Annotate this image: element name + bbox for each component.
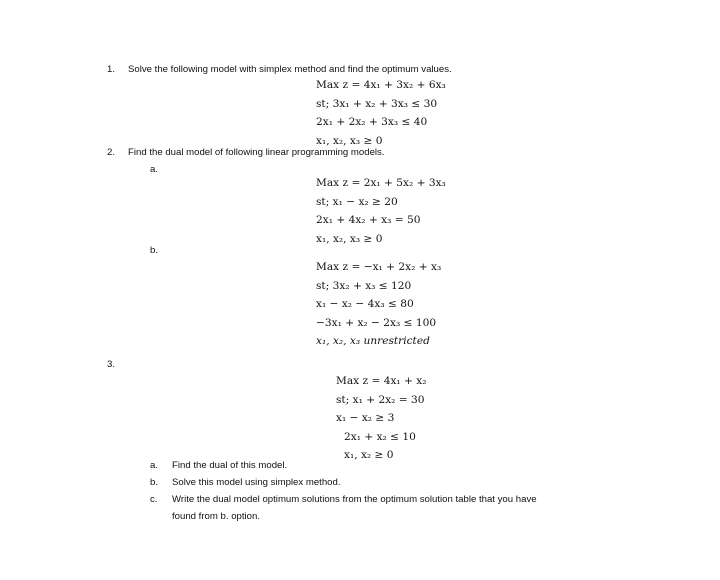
q2a-model-line: x₁, x₂, x₃ ≥ 0 (316, 232, 383, 245)
q2a-model-line: st; x₁ − x₂ ≥ 20 (316, 195, 398, 208)
q1-model-line: x₁, x₂, x₃ ≥ 0 (316, 134, 383, 147)
q1-model-line: st; 3x₁ + x₂ + 3x₃ ≤ 30 (316, 97, 438, 110)
q3c-continuation: found from b. option. (172, 511, 260, 522)
q2b-label: b. (150, 245, 159, 256)
q2a-model (316, 177, 446, 251)
q3-model (336, 375, 427, 468)
q1-text: Solve the following model with simplex method and find the optimum values. (128, 64, 452, 75)
q2a-label: a. (150, 164, 159, 175)
q2b-model-line: x₁ − x₂ − 4x₃ ≤ 80 (316, 298, 414, 310)
q1-model (316, 79, 446, 153)
q3-model-line: Max z = 4x₁ + x₂ (336, 375, 427, 387)
q2b-model (316, 261, 441, 354)
q2-number: 2. (107, 147, 116, 158)
q3c-label: c. (150, 494, 158, 505)
q3-model-line: x₁ − x₂ ≥ 3 (336, 412, 395, 424)
q3a-text: Find the dual of this model. (172, 460, 288, 471)
q3b-label: b. (150, 477, 159, 488)
q2b-model-line: −3x₁ + x₂ − 2x₃ ≤ 100 (316, 316, 437, 329)
q3a-label: a. (150, 460, 159, 471)
q3-model-line: 2x₁ + x₂ ≤ 10 (344, 430, 416, 443)
q2b-model-line: x₁, x₂, x₃ unrestricted (316, 335, 430, 347)
q1-model-line: Max z = 4x₁ + 3x₂ + 6x₃ (316, 79, 446, 91)
q1-model-line: 2x₁ + 2x₂ + 3x₃ ≤ 40 (316, 116, 428, 128)
q3-model-line: x₁, x₂ ≥ 0 (344, 449, 394, 461)
q2-text: Find the dual model of following linear programming models. (128, 147, 385, 158)
q3c-text: Write the dual model optimum solutions from the optimum solution table that you have (172, 494, 537, 505)
q3b-text: Solve this model using simplex method. (172, 477, 341, 488)
q2a-model-line: Max z = 2x₁ + 5x₂ + 3x₃ (316, 177, 446, 189)
q3-number: 3. (107, 359, 116, 370)
q2b-model-line: st; 3x₂ + x₃ ≤ 120 (316, 279, 412, 292)
q1-number: 1. (107, 64, 116, 75)
q2b-model-line: Max z = −x₁ + 2x₂ + x₃ (316, 261, 442, 273)
q2a-model-line: 2x₁ + 4x₂ + x₃ = 50 (316, 214, 421, 226)
q3-model-line: st; x₁ + 2x₂ = 30 (336, 393, 425, 406)
